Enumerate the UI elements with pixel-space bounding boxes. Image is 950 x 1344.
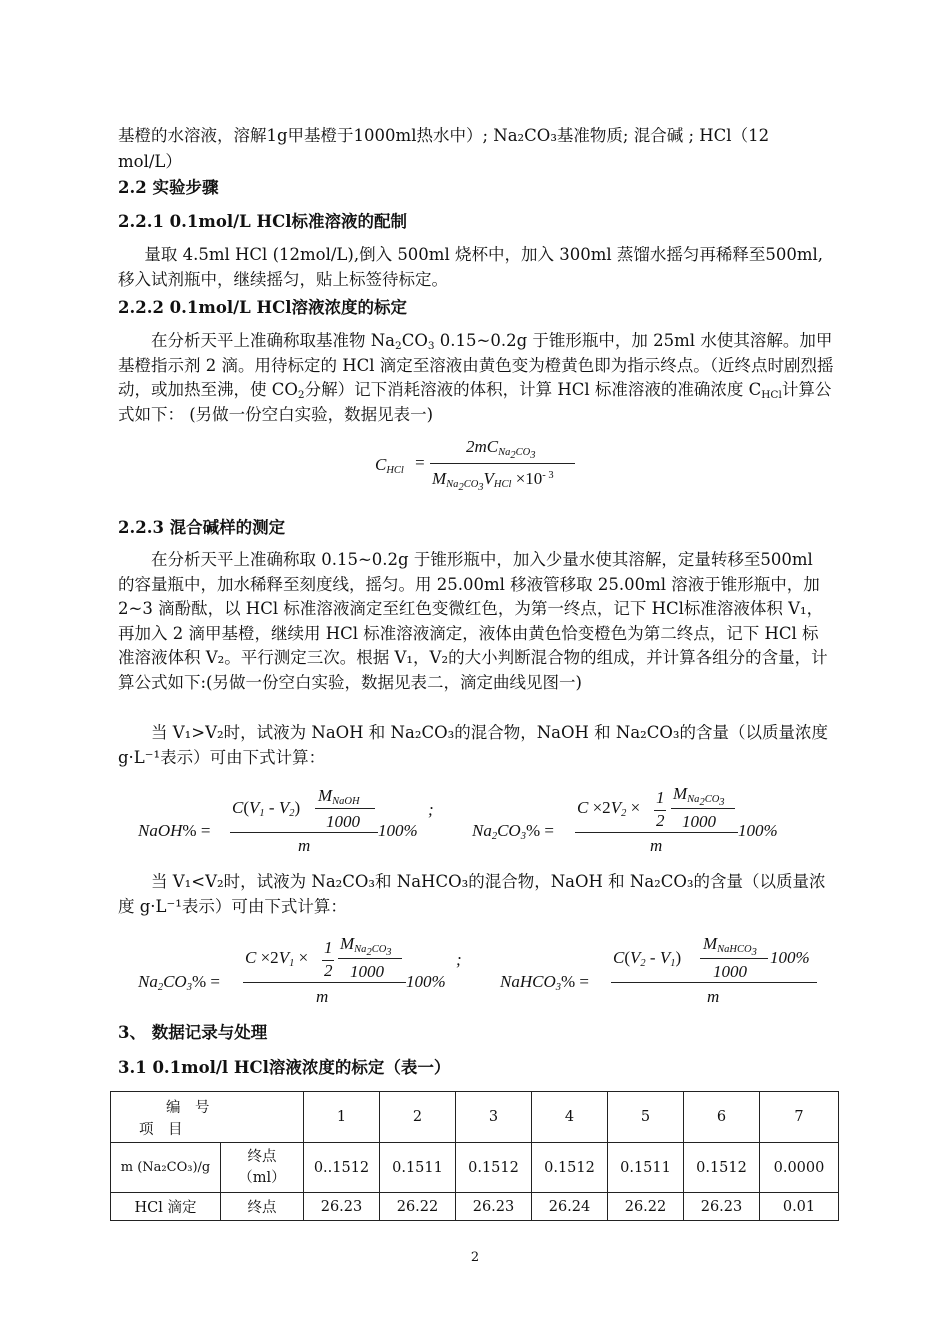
paragraph-case1: 当 V₁>V₂时，试液为 NaOH 和 Na₂CO₃的混合物，NaOH 和 Na₂CO₃的含量（以质量浓度 g·L⁻¹表示）可由下式计算： xyxy=(118,723,829,767)
table-cell: 0.1511 xyxy=(380,1143,456,1193)
row-label: HCl 滴定 xyxy=(111,1193,221,1221)
table-corner-cell xyxy=(111,1092,304,1143)
paragraph-221: 量取 4.5ml HCl (12mol/L),倒入 500ml 烧杯中，加入 300ml 蒸馏水摇匀再稀释至500ml,移入试剂瓶中，继续摇匀，贴上标签待标定。 xyxy=(118,245,824,289)
table-row xyxy=(111,1143,839,1193)
column-header: 3 xyxy=(456,1092,532,1143)
section-heading: 2.2 实验步骤 xyxy=(118,178,219,197)
text-line: 基橙的水溶液，溶解1g甲基橙于1000ml热水中）; Na₂CO₃基准物质; 混合碱 ; HCl（12 xyxy=(118,126,770,145)
paragraph-case2: 当 V₁<V₂时，试液为 Na₂CO₃和 NaHCO₃的混合物，NaOH 和 Na₂CO₃的含量（以质量浓度 g·L⁻¹表示）可由下式计算： xyxy=(118,872,826,916)
row-sublabel: 终点（ml） xyxy=(221,1143,304,1193)
section-heading: 2.2.3 混合碱样的测定 xyxy=(118,518,286,537)
table-cell: 0..1512 xyxy=(304,1143,380,1193)
table-cell: 26.22 xyxy=(608,1193,684,1221)
column-header: 5 xyxy=(608,1092,684,1143)
table-cell: 26.23 xyxy=(304,1193,380,1221)
hcl-standardization-table xyxy=(110,1091,839,1221)
table-cell: 26.24 xyxy=(532,1193,608,1221)
table-cell: 0.01 xyxy=(760,1193,839,1221)
section-heading: 2.2.1 0.1mol/L HCl标准溶液的配制 xyxy=(118,212,407,231)
column-header: 2 xyxy=(380,1092,456,1143)
section-heading: 2.2.2 0.1mol/L HCl溶液浓度的标定 xyxy=(118,298,407,317)
section-heading: 3.1 0.1mol/l HCl溶液浓度的标定（表一） xyxy=(118,1058,451,1077)
table-cell: 26.23 xyxy=(684,1193,760,1221)
table-cell: 0.1512 xyxy=(684,1143,760,1193)
table-cell: 0.1512 xyxy=(456,1143,532,1193)
document-page: 基橙的水溶液，溶解1g甲基橙于1000ml热水中）; Na₂CO₃基准物质; 混合碱 ; HCl（12 mol/L） 2.2 实验步骤 2.2.1 0.1mol/L HCl标准溶液的配制 量取 4.5ml HCl (12mol/L),倒入 500ml 烧杯中，加入 300ml 蒸馏水摇匀再稀释至500ml,移入试剂瓶中，继续摇匀，贴上标签待标定。 2.2.2 0.1mol/L HCl溶液浓度的标定 在分析天平上准确称取基准物 $Na_2CO_3$ 0.15~0.2g 于锥形瓶中，加 25ml 水使其溶解。加甲基橙指示剂 2 滴。用待标定的 HCl 滴定至溶液由黄色变为橙黄色即为指示终点。（近终点时剧烈摇动，或加热至沸，使 $CO_2$分解）记下消耗溶液的体积，计算 HCl 标准溶液的准确浓度 $C_{HCl}$计算公式如下： (另做一份空白实验，数据见表一) $C_{HCl}$ = $2mC_{Na_2CO_3}$ $M_{Na_2CO_3}V_{HCl} \times 10^{- 3}$ 2.2.3 混合碱样的测定 在分析天平上准确称取 0.15~0.2g 于锥形瓶中，加入少量水使其溶解，定量转移至500ml 的容量瓶中，加水稀释至刻度线，摇匀。用 25.00ml 移液管移取 25.00ml 溶液于锥形瓶中，加 2~3 滴酚酞，以 HCl 标准溶液滴定至红色变微红色，为第一终点，记下 HCl标准溶液体积 V₁，再加入 2 滴甲基橙，继续用 HCl 标准溶液滴定，液体由黄色恰变橙色为第二终点，记下 HCl 标准溶液体积 V₂。平行测定三次。根据 V₁，V₂的大小判断混合物的组成，并计算各组分的含量，计算公式如下:(另做一份空白实验，数据见表二，滴定曲线见图一) 当 V₁>V₂时，试液为 NaOH 和 Na₂CO₃的混合物，NaOH 和 Na₂CO₃的含量（以质量浓度 g·L⁻¹表示）可由下式计算： NaOH% = $C(V_1 - V_2)$ $M_{NaOH}$ 1000 100% m ; $Na_2CO_3\%$ = $C \times 2V_2$ × 1 2 $M_{Na_2CO_3}$ 1000 100% m 当 V₁<V₂时，试液为 Na₂CO₃和 NaHCO₃的混合物，NaOH 和 Na₂CO₃的含量（以质量浓度 g·L⁻¹表示）可由下式计算： $Na_2CO_3\%$ = $C \times 2V_1$ × 1 2 $M_{Na_2CO_3}$ 1000 100% m ; NaHCO$_3$% = $C(V_2 - V_1)$ $M_{NaHCO_3}$ 1000 100% m 3、 数据记录与处理 3.1 0.1mol/l HCl溶液浓度的标定（表一） 编 号 项 目 1 2 3 4 5 6 7 m (Na₂CO₃)/g 终点（ml） 0..1512 0.1511 0.1512 0.1512 0.1511 0.1512 0.0000 HCl 滴定 终点 26.23 26.22 26.23 26.24 26.22 26.23 0.01 2 xyxy=(0,0,950,1344)
table-cell: 0.0000 xyxy=(760,1143,839,1193)
page-number: 2 xyxy=(470,1250,480,1265)
table-cell: 0.1511 xyxy=(608,1143,684,1193)
table-cell: 26.23 xyxy=(456,1193,532,1221)
row-label: m (Na₂CO₃)/g xyxy=(111,1143,221,1193)
table-cell: 0.1512 xyxy=(532,1143,608,1193)
table-cell: 26.22 xyxy=(380,1193,456,1221)
corner-label-bottom: 项 目 xyxy=(139,1122,183,1138)
column-header: 7 xyxy=(760,1092,839,1143)
text-line: mol/L） xyxy=(118,152,182,171)
section-heading: 3、 数据记录与处理 xyxy=(118,1023,268,1042)
column-header: 4 xyxy=(532,1092,608,1143)
paragraph-223: 在分析天平上准确称取 0.15~0.2g 于锥形瓶中，加入少量水使其溶解，定量转移至500ml 的容量瓶中，加水稀释至刻度线，摇匀。用 25.00ml 移液管移取 25.00ml 溶液于锥形瓶中，加 2~3 滴酚酞，以 HCl 标准溶液滴定至红色变微红色，为第一终点，记下 HCl标准溶液体积 V₁，再加入 2 滴甲基橙，继续用 HCl 标准溶液滴定，液体由黄色恰变橙色为第二终点，记下 HCl 标准溶液体积 V₂。平行测定三次。根据 V₁，V₂的大小判断混合物的组成，并计算各组分的含量，计算公式如下:(另做一份空白实验，数据见表二，滴定曲线见图一) xyxy=(118,550,828,692)
row-sublabel: 终点 xyxy=(221,1193,304,1221)
table-header-row xyxy=(111,1092,839,1143)
corner-label-top: 编 号 xyxy=(166,1100,210,1116)
column-header: 1 xyxy=(304,1092,380,1143)
paragraph-222: 在分析天平上准确称取基准物 $Na_2CO_3$ 0.15~0.2g 于锥形瓶中，加 25ml 水使其溶解。加甲基橙指示剂 2 滴。用待标定的 HCl 滴定至溶液由黄色变为橙黄色即为指示终点。（近终点时剧烈摇动，或加热至沸，使 $CO_2$分解）记下消耗溶液的体积，计算 HCl 标准溶液的准确浓度 $C_{HCl}$计算公式如下： (另做一份空白实验，数据见表一) xyxy=(118,331,834,424)
column-header: 6 xyxy=(684,1092,760,1143)
table-row xyxy=(111,1193,839,1221)
